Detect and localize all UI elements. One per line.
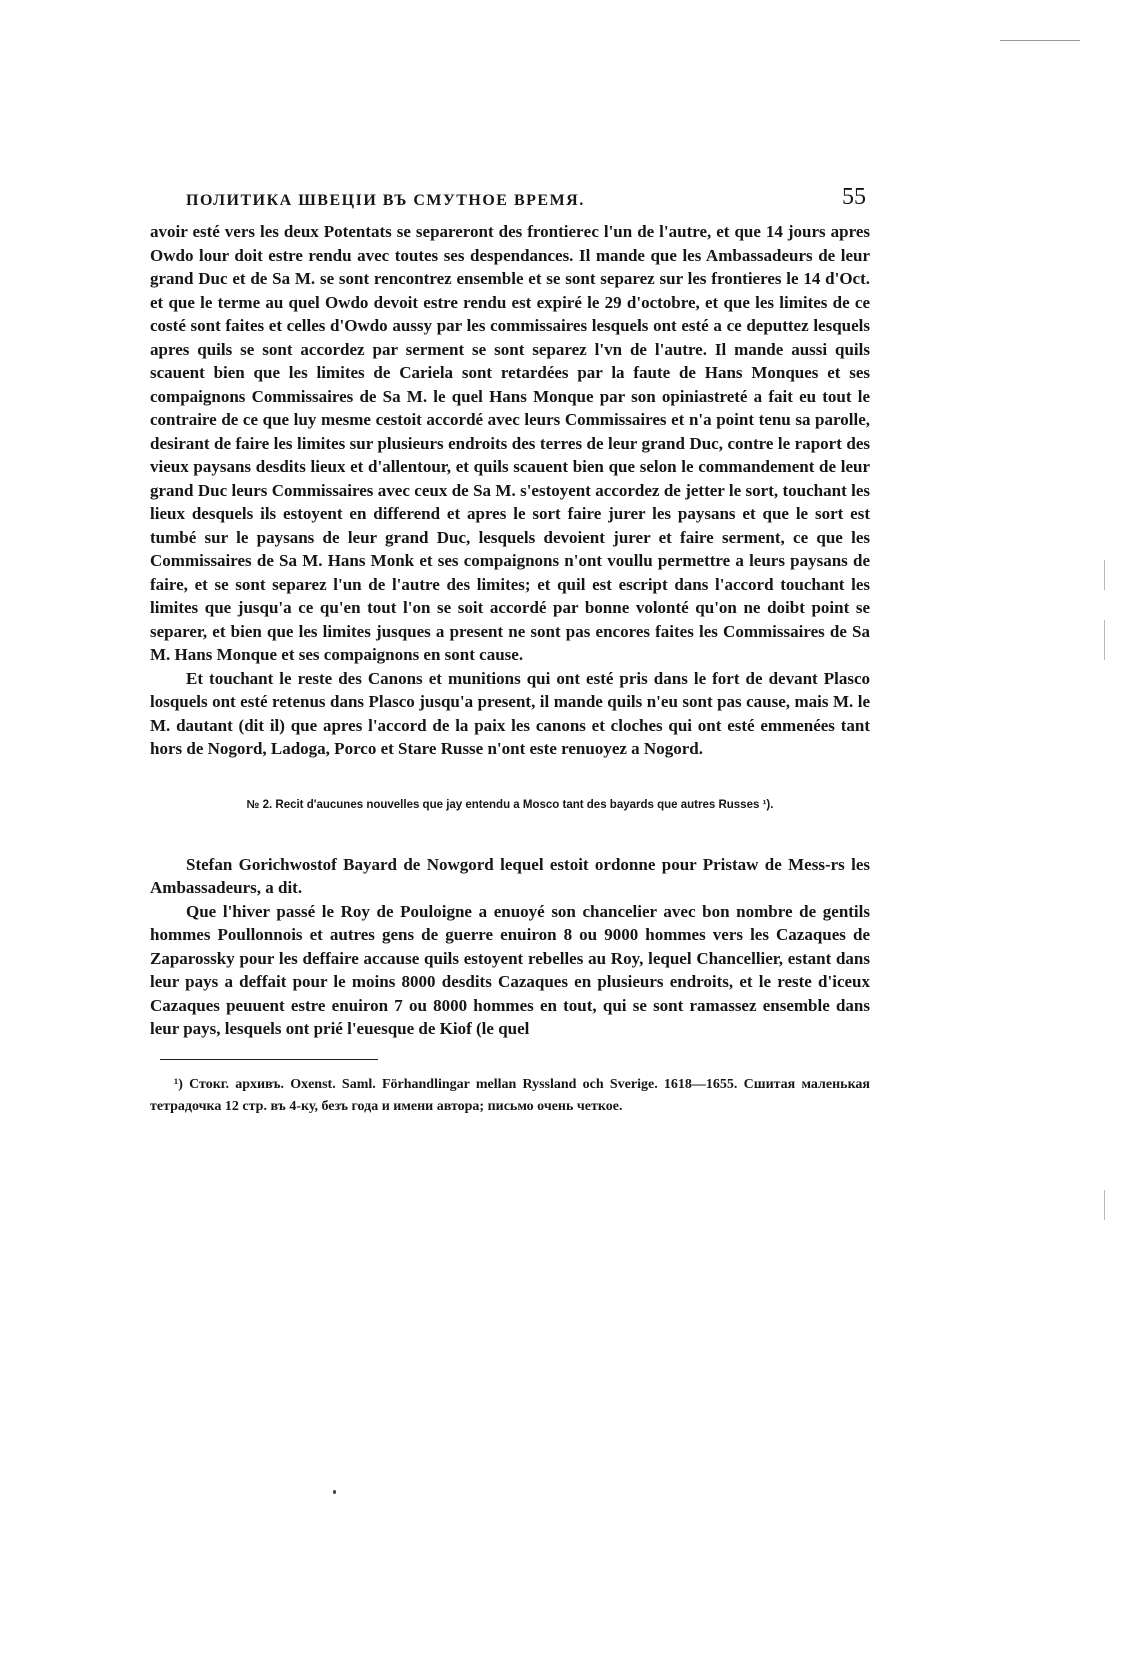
- scan-edge-line: [1000, 40, 1080, 41]
- paragraph-letter-continuation: avoir esté vers les deux Potentats se separeront des frontierес l'un de l'autre, et que 14 jours apres Owdo lour doit estre rendu avec toutes ses despendances. Il mande que les Ambassadeurs de leur grand Duc et de Sa M. se sont rencontrez ensemble et se sont separez sur les frontieres le 14 d'Oct. et que le terme au quel Owdo devoit estre rendu est expiré le 29 d'octobre, et que les limites de ce costé sont faites et celles d'Owdo aussy par les commissaires lesquels ont esté a ce deputtez lesquels apres quils se sont accordez par serment se sont separez l'vn de l'autre. Il mande aussi quils scauent bien que les limites de Cariela sont retardées par la faute de Hans Monques et ses compaignons Commissaires de Sa M. le quel Hans Monque par son opiniastreté a fait eu tout le contraire de ce que luy mesme cestoit accordé avec leurs Commissaires et n'a point tenu sa parolle, desirant de faire les limites sur plusieurs endroits des terres de leur grand Duc, contre le raport des vieux paysans desdits lieux et d'allentour, et quils scauent bien que selon le commandement de leur grand Duc leurs Commissaires avec ceux de Sa M. s'estoyent accordez de jetter le sort, touchant les lieux desquels ils estoyent en differend et apres le sort faire jurer les paysans et que le sort est tumbé sur le paysans de leur grand Duc, lesquels devoient jurer et faire serment, ce que les Commissaires de Sa M. Hans Monk et ses compaignons n'ont voullu permettre a leurs paysans de faire, et se sont separez l'un de l'autre des limites; et quil est escript dans l'accord touchant les limites que jusqu'a ce qu'en tout l'on se soit accordé par bonne volonté qu'on ne doibt point se separer, et bien que les limites jusques a present ne sont pas encores faites les Commissaires de Sa M. Hans Monque et ses compaignons en sont cause.: [150, 222, 870, 664]
- page-number: 55: [842, 184, 866, 210]
- footnote-divider: [160, 1059, 378, 1060]
- footnote-reference: ¹).: [762, 798, 774, 811]
- running-head: [150, 184, 870, 220]
- paragraph-hiver: Que l'hiver passé le Roy de Pouloigne a enuoyé son chancelier avec bon nombre de gentils hommes Poullonnois et autres gens de guerre enuiron 8 ou 9000 hommes vers les Cazaques de Zaparossky pour les deffaire accause quils estoyent rebelles au Roy, lequel Chancellier, estant dans leur pays a deffait pour le moins 8000 desdits Cazaques en plusieurs endroits, et le reste d'iceux Cazaques peuuent estre enuiron 7 ou 8000 hommes en tout, qui se sont ramassez ensemble dans leur pays, lesquels ont prié l'euesque de Kiof (le quel: [150, 901, 870, 1038]
- footnote-text: Стокг. архивъ. Oxenst. Saml. Förhandlingar mellan Ryssland och Sverige. 1618—1655. Сшитая маленькая тетрадочка 12 стр. въ 4-ку, безъ года и имени автора; письмо очень четкое.: [150, 1076, 871, 1114]
- footnote: [150, 1074, 870, 1118]
- paragraph-canons: Et touchant le reste des Canons et munitions qui ont esté pris dans le fort de devant Plasco losquels ont esté retenus dans Plasco jusqu'a present, il mande quils n'eu sont pas cause, mais M. le M. dautant (dit il) que apres l'accord de la paix les canons et cloches qui ont esté emmenées tant hors de Nogord, Ladoga, Porco et Stare Russe n'ont este renuoyez a Nogord.: [150, 668, 870, 758]
- document-title: Recit d'aucunes nouvelles que jay entendu a Mosco tant des bayards que autres Russes: [275, 798, 760, 811]
- running-head-title: ПОЛИТИКА ШВЕЦІИ ВЪ СМУТНОЕ ВРЕМЯ.: [186, 192, 585, 209]
- book-page: [150, 184, 870, 1118]
- footnote-mark: ¹): [174, 1076, 183, 1092]
- ink-dot: [333, 1490, 336, 1494]
- scan-artifact: [1104, 1190, 1105, 1220]
- scan-artifact: [1104, 560, 1105, 590]
- document-number: № 2.: [246, 798, 273, 811]
- scan-artifact: [1104, 620, 1105, 660]
- document-heading: [150, 795, 870, 815]
- paragraph-stefan: Stefan Gorichwostof Bayard de Nowgord lequel estoit ordonne pour Pristaw de Mess-rs les Ambassadeurs, a dit.: [150, 854, 870, 897]
